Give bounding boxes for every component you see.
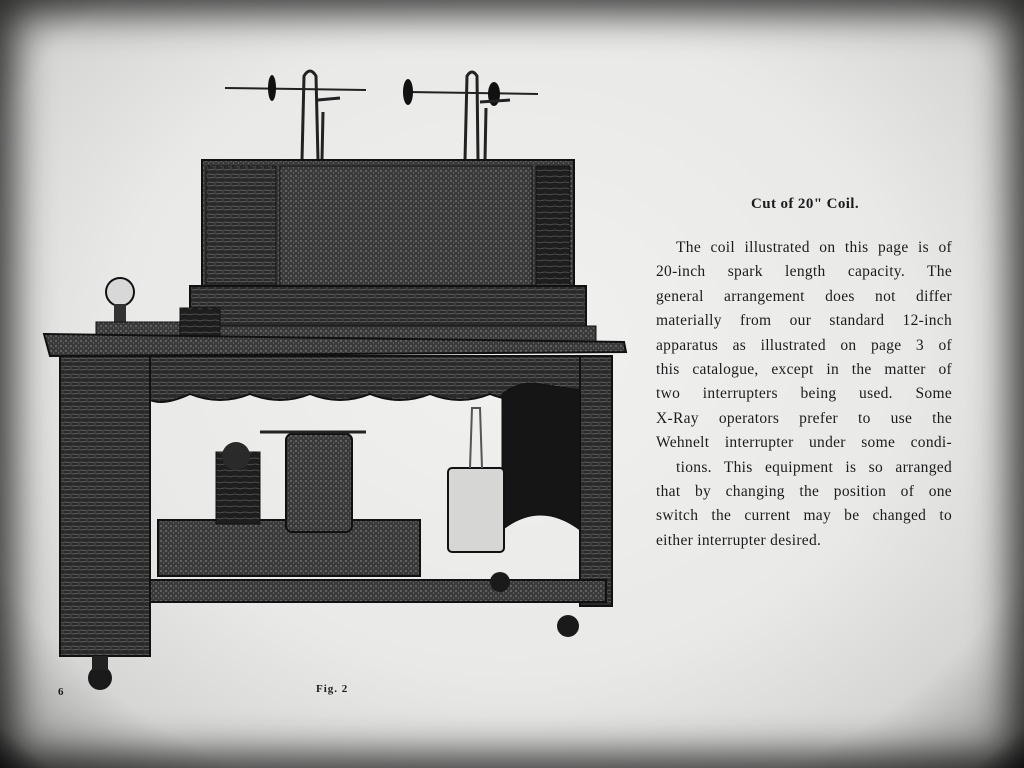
body-line: Wehnelt interrupter under some condi- <box>656 434 952 452</box>
spark-gap-assembly <box>225 71 538 160</box>
body-line: either interrupter desired. <box>656 531 822 549</box>
body-line: this catalogue, except in the matter of <box>656 361 952 379</box>
body-line: two interrupters being used. Some <box>656 385 952 403</box>
body-line: apparatus as illustrated on page 3 of <box>656 336 952 354</box>
body-line: 20-inch spark length capacity. The <box>656 263 952 281</box>
article-title: Cut of 20" Coil. <box>750 196 860 212</box>
article-body <box>656 236 952 553</box>
page-number: 6 <box>58 686 64 698</box>
body-line: that by changing the position of one <box>656 483 952 501</box>
figure-label: Fig. 2 <box>316 683 349 695</box>
body-line: X-Ray operators prefer to use the <box>656 409 952 427</box>
interrupters <box>158 408 504 576</box>
induction-coil-illustration <box>40 60 630 700</box>
body-line: tions. This equipment is so arranged <box>676 458 952 476</box>
body-line: switch the current may be changed to <box>656 507 952 525</box>
body-line: general arrangement does not differ <box>656 287 952 305</box>
body-line: The coil illustrated on this page is of <box>676 239 952 256</box>
coil-cabinet <box>190 160 596 348</box>
body-line: materially from our standard 12-inch <box>656 312 952 330</box>
